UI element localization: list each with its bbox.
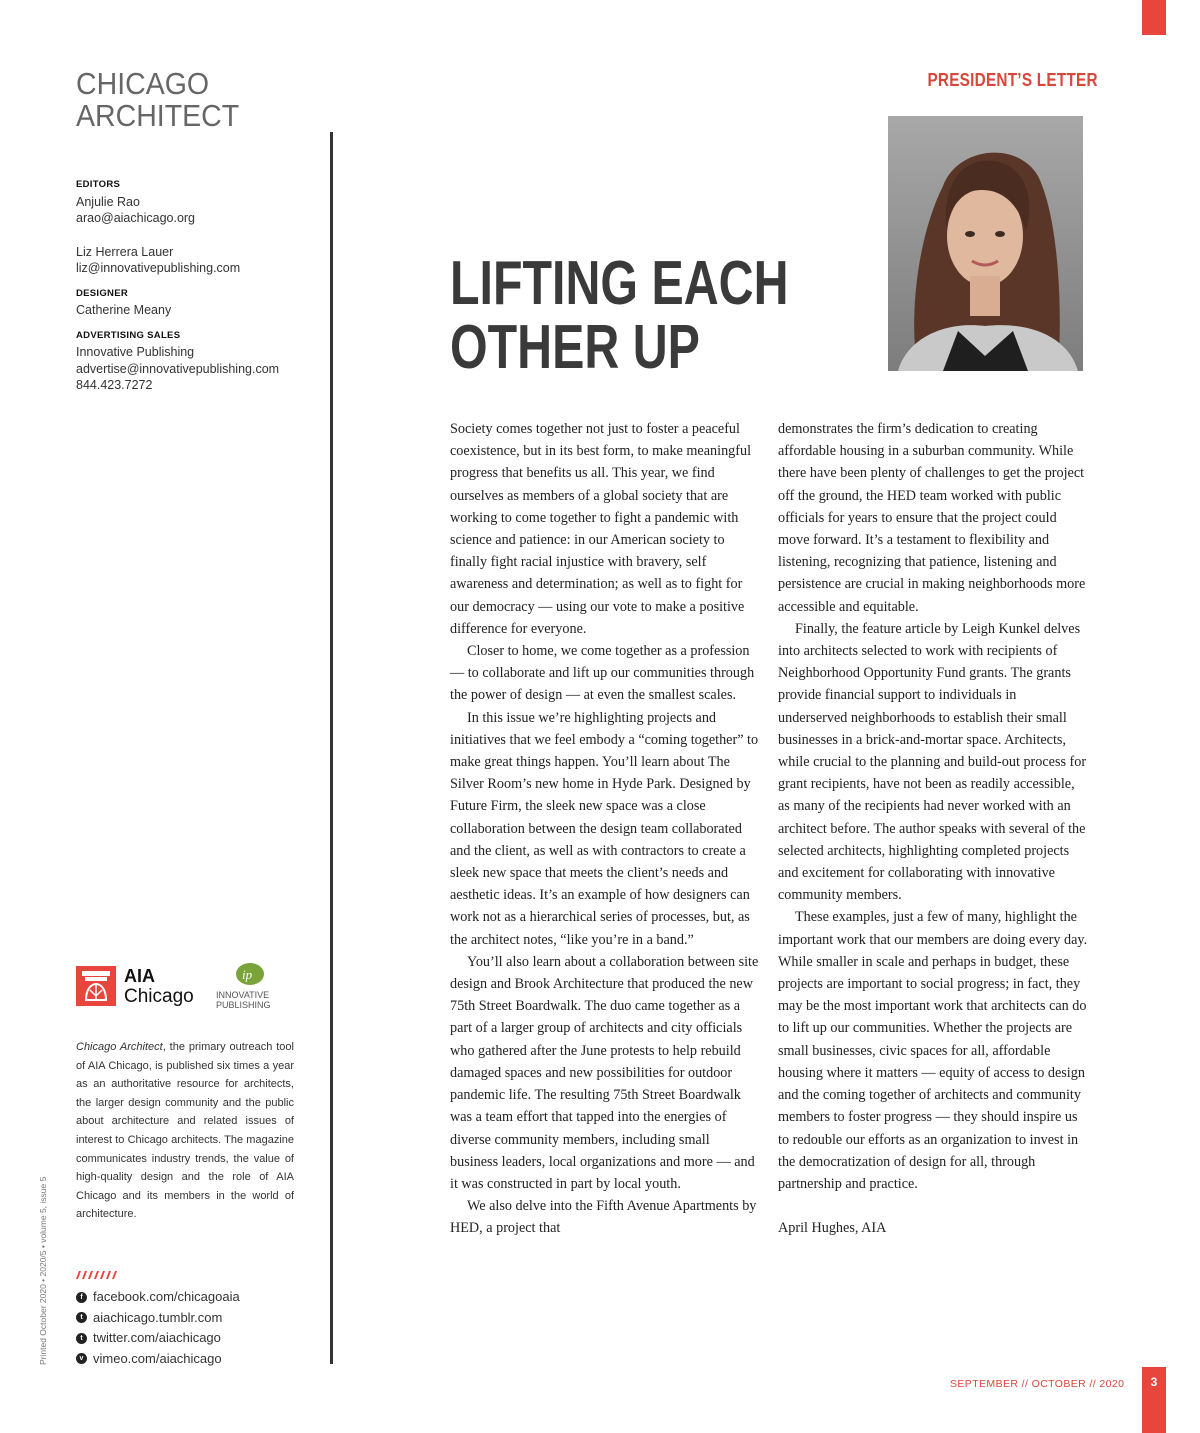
paragraph: Finally, the feature article by Leigh Kunkel delves into architects selected to work with recipients of Neighborhood Opportunity Fund grants. The grants provide financial support to individuals in underserved neighborhoods to establish their small businesses in a brick-and-mortar space. Architects, while crucial to the planning and build-out process for grant recipients, have not been as readily accessible, as many of the recipients had never worked with an architect before. The author speaks with several of the selected architects, highlighting completed projects and excitement for collaborating with innovative community members. <box>778 620 1087 904</box>
social-link-twitter[interactable] <box>76 1328 316 1349</box>
innovative-publishing-emblem <box>216 962 296 1010</box>
paragraph: Society comes together not just to foster a peaceful coexistence, but in its best form, to make meaningful progress that benefits us all. This year, we find ourselves as members of a global society that are working to come together to fight a pandemic with science and patience: in our American society to finally fight racial injustice with bravery, self awareness and determination; as well as to fight for our democracy — using our vote to make a positive difference for everyone. <box>450 421 752 637</box>
advertising-label: ADVERTISING SALES <box>76 329 181 341</box>
tumblr-icon: t <box>76 1312 87 1323</box>
portrait-illustration <box>888 116 1083 371</box>
top-color-tab <box>1142 0 1166 35</box>
editors-label: EDITORS <box>76 179 121 190</box>
page-number: 3 <box>1150 1375 1158 1389</box>
paragraph: In this issue we’re highlighting projects and initiatives that we feel embody a “coming together” to make great things happen. You’ll learn about The Silver Room’s new home in Hyde Park. Designed by Future Firm, the sleek new space was a close collaboration between the design team collaborated and the client, as well as with contractors to create a sleek new space that meets the client’s needs and aesthetic ideas. It’s an example of how designers can work not as a hierarchical series of processes, but, as the architect notes, “like you’re in a band.” <box>450 709 759 948</box>
magazine-description <box>76 1038 294 1224</box>
designer-name: Catherine Meany <box>76 303 172 317</box>
ip-wordmark-line2: PUBLISHING <box>216 1000 271 1010</box>
vimeo-icon: v <box>76 1353 87 1364</box>
paragraph: You’ll also learn about a collaboration between site design and Brook Architecture that produced the new 75th Street Boardwalk. The duo came together as a part of a larger group of architects and city officials who gathered after the June protests to help rebuild damaged spaces and new possibilities for outdoor pandemic life. The resulting 75th Street Boardwalk was a team effort that tapped into the energies of diverse community members, including small business leaders, local organizations and more — and it was constructed in part by local youth. <box>450 953 759 1192</box>
magazine-description-text: , the primary outreach tool of AIA Chicago, is published six times a year as an authoritative resource for architects, the larger design community and the public about architecture and related issues of interest to Chicago architects. The magazine communicates industry trends, the value of high-quality design and the role of AIA Chicago and its members in the world of architecture. <box>76 1041 294 1221</box>
advertising-phone: 844.423.7272 <box>76 378 153 392</box>
column-divider <box>330 132 333 1364</box>
ip-mark-text: ip <box>242 967 253 982</box>
advertising-company: Innovative Publishing <box>76 345 195 359</box>
issue-folio: SEPTEMBER // OCTOBER // 2020 <box>950 1378 1125 1390</box>
social-links <box>76 1287 316 1369</box>
designer-label: DESIGNER <box>76 287 129 299</box>
masthead-logo <box>76 68 239 132</box>
paragraph: These examples, just a few of many, highlight the important work that our members are doing every day. While smaller in scale and perhaps in budget, these projects are important to social progress; in fact, they may be the most important work that architects can do to lift up our communities. Whether the projects are small businesses, civic spaces for all, affordable housing where it matters — equity of access to design and the coming together of architects and community members to foster progress — they should inspire us to redouble our efforts as an organization to invest in the democratization of design for all, through partnership and practice. <box>778 909 1088 1192</box>
social-link-label[interactable]: vimeo.com/aiachicago <box>93 1350 222 1366</box>
ip-wordmark-line1: INNOVATIVE <box>216 990 270 1000</box>
article-column-1 <box>450 418 760 1240</box>
social-link-label[interactable]: twitter.com/aiachicago <box>93 1330 221 1345</box>
masthead-line1: CHICAGO <box>76 66 210 101</box>
social-link-facebook[interactable] <box>76 1287 316 1308</box>
social-link-vimeo[interactable] <box>76 1349 316 1370</box>
paragraph: We also delve into the Fifth Avenue Apartments by HED, a project that <box>450 1198 757 1237</box>
aia-wordmark-line1: AIA <box>124 966 155 986</box>
social-link-label[interactable]: aiachicago.tumblr.com <box>93 1309 223 1325</box>
advertising-email[interactable]: advertise@innovativepublishing.com <box>76 361 280 376</box>
social-link-label[interactable]: facebook.com/chicagoaia <box>93 1289 240 1304</box>
author-photo <box>888 116 1083 371</box>
social-link-tumblr[interactable] <box>76 1308 316 1329</box>
aia-chicago-wordmark <box>124 966 194 1007</box>
masthead-line2: ARCHITECT <box>76 98 240 133</box>
author-signature: April Hughes, AIA <box>778 1220 887 1237</box>
paragraph: Closer to home, we come together as a profession — to collaborate and lift up our communities through the power of design — at even the smallest scales. <box>450 643 755 704</box>
twitter-icon: t <box>76 1333 87 1344</box>
innovative-publishing-logo <box>216 962 296 1010</box>
aia-emblem-icon <box>76 966 116 1006</box>
aia-logo-mark <box>76 966 116 1006</box>
decorative-stripes <box>76 1271 120 1279</box>
facebook-icon: f <box>76 1292 87 1303</box>
partner-logos <box>76 962 306 1012</box>
staff-credits <box>76 177 316 394</box>
editor2-name: Liz Herrera Lauer <box>76 244 174 259</box>
section-kicker: PRESIDENT’S LETTER <box>927 70 1098 90</box>
printed-note: Printed October 2020 • 2020/5 • volume 5, issue 5 <box>38 1176 48 1365</box>
editor2-email[interactable]: liz@innovativepublishing.com <box>76 261 241 275</box>
article-headline <box>450 249 789 382</box>
article-column-2 <box>778 418 1088 1239</box>
headline-line1: LIFTING EACH <box>450 249 789 318</box>
magazine-title-italic: Chicago Architect <box>76 1041 163 1053</box>
aia-wordmark-line2: Chicago <box>124 986 194 1007</box>
editor1-name: Anjulie Rao <box>76 194 140 209</box>
editor1-email[interactable]: arao@aiachicago.org <box>76 211 196 225</box>
paragraph: demonstrates the firm’s dedication to creating affordable housing in a suburban community. While there have been plenty of challenges to get the project off the ground, the HED team worked with public officials for years to ensure that the project could move forward. It’s a testament to flexibility and listening, recognizing that patience, listening and persistence are crucial in making neighborhoods more accessible and equitable. <box>778 421 1086 615</box>
headline-line2: OTHER UP <box>450 313 700 382</box>
